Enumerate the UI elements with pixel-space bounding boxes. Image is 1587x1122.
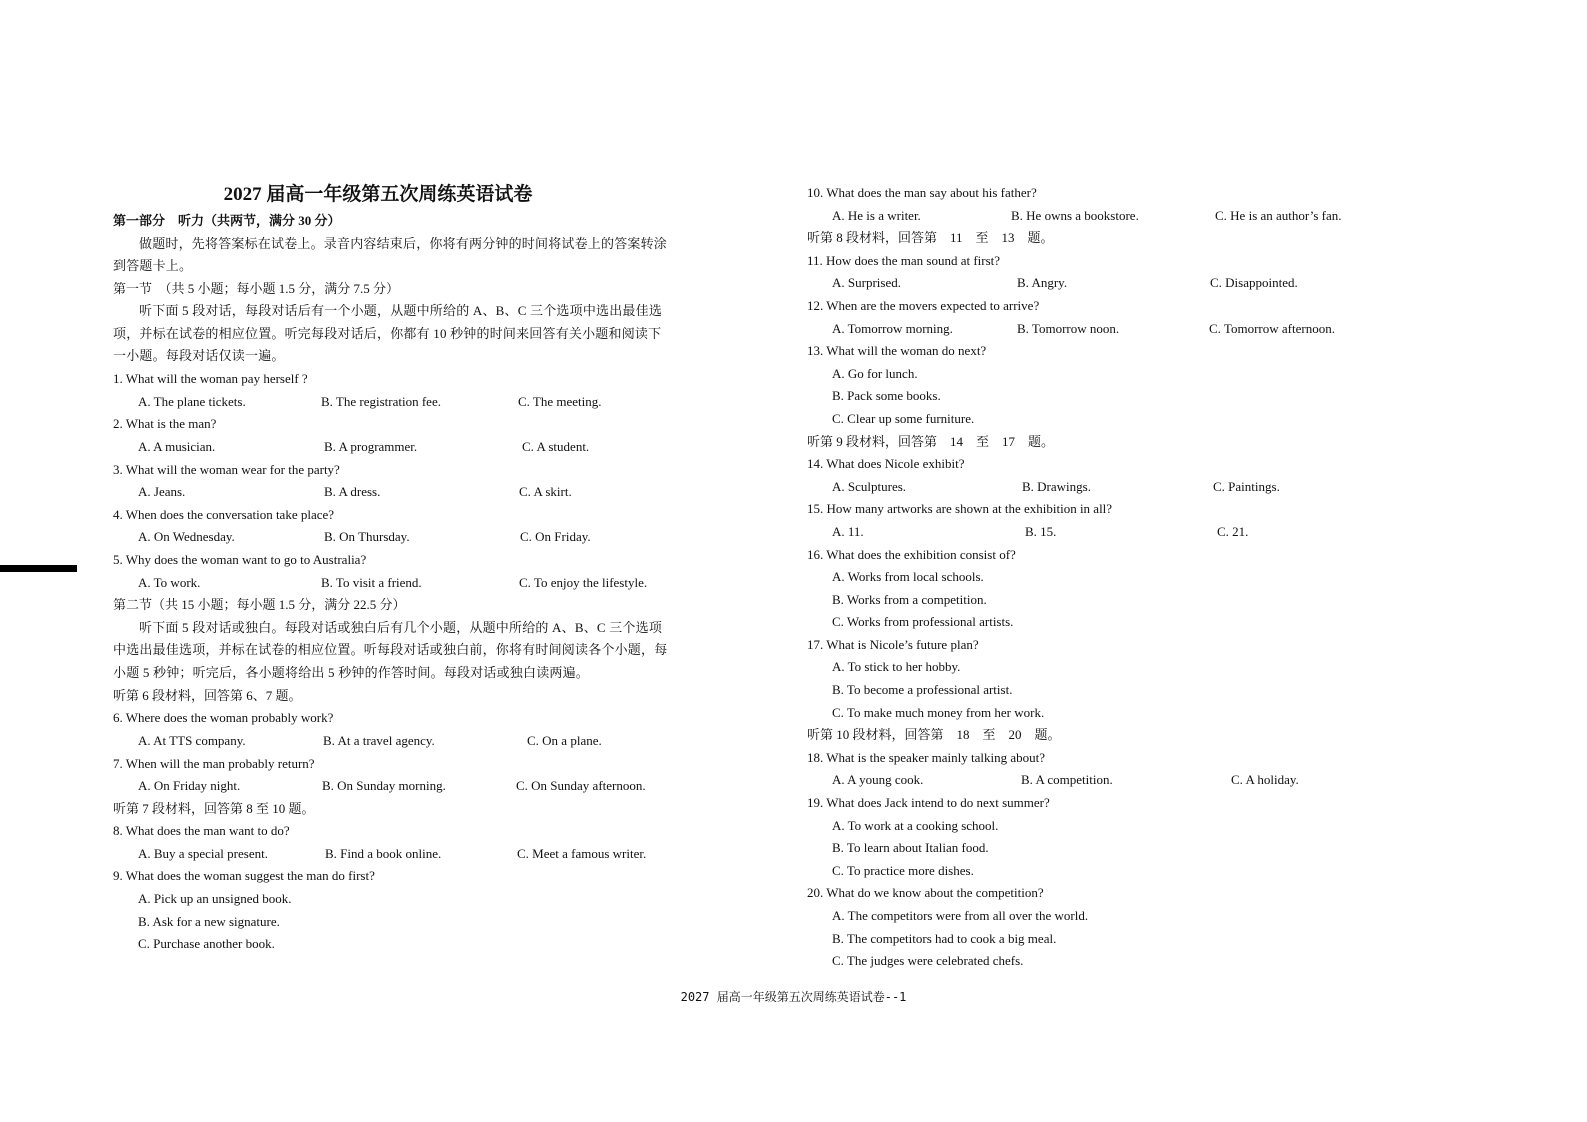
question-19: [807, 792, 1407, 882]
question-14: [807, 453, 1407, 498]
option-a: A. Go for lunch.: [832, 365, 918, 381]
options-row: [113, 730, 673, 753]
question-stem: 13. What will the woman do next?: [807, 343, 987, 359]
options-row: [807, 476, 1407, 499]
question-stem: 4. When does the conversation take place?: [113, 506, 335, 522]
option-c: C. On a plane.: [527, 732, 602, 748]
listen-material-9: 听第 9 段材料，回答第 14 至 17 题。: [807, 433, 1055, 449]
option-a: A. 11.: [832, 523, 864, 539]
option-c: C. A skirt.: [519, 484, 572, 500]
question-stem: 12. When are the movers expected to arrive?: [807, 297, 1040, 313]
section1-heading: 第一节 （共 5 小题；每小题 1.5 分，满分 7.5 分）: [113, 280, 400, 296]
option-b: B. Angry.: [1017, 275, 1068, 291]
option-a: A. Jeans.: [138, 484, 186, 500]
option-b: B. Pack some books.: [832, 388, 941, 404]
option-c: C. Works from professional artists.: [832, 614, 1014, 630]
option-b: B. A competition.: [1021, 772, 1113, 788]
options-row: [807, 205, 1407, 228]
options-row: [113, 572, 673, 595]
option-a: A. Surprised.: [832, 275, 901, 291]
option-a: A. To work at a cooking school.: [832, 817, 999, 833]
question-15: [807, 498, 1407, 543]
question-20: [807, 882, 1407, 972]
left-column: [113, 180, 673, 956]
option-a: A. He is a writer.: [832, 207, 921, 223]
options-row: [807, 272, 1407, 295]
question-stem: 1. What will the woman pay herself ?: [113, 371, 308, 387]
question-7: [113, 753, 673, 798]
option-b: B. Tomorrow noon.: [1017, 320, 1120, 336]
question-6: [113, 707, 673, 752]
option-a: A. Buy a special present.: [138, 845, 268, 861]
option-b: B. To become a professional artist.: [832, 682, 1013, 698]
question-13: [807, 340, 1407, 430]
question-stem: 11. How does the man sound at first?: [807, 252, 1001, 268]
option-a: A. The competitors were from all over the world.: [832, 908, 1089, 923]
question-12: [807, 295, 1407, 340]
option-b: B. A programmer.: [324, 438, 418, 454]
option-b: B. Works from a competition.: [832, 591, 987, 607]
question-17: [807, 634, 1407, 724]
option-c: C. Purchase another book.: [138, 936, 275, 952]
option-c: C. To enjoy the lifestyle.: [519, 574, 648, 590]
question-stem: 7. When will the man probably return?: [113, 755, 315, 771]
question-stem: 3. What will the woman wear for the party?: [113, 461, 340, 477]
options-row: [113, 526, 673, 549]
option-a: A. At TTS company.: [138, 732, 246, 748]
options-row: [807, 318, 1407, 341]
question-2: [113, 413, 673, 458]
intro-paragraph: 做题时，先将答案标在试卷上。录音内容结束后，你将有两分钟的时间将试卷上的答案转涂到答题卡上。: [113, 235, 668, 274]
option-a: A. On Wednesday.: [138, 529, 235, 545]
option-b: B. On Sunday morning.: [322, 778, 446, 794]
options-row: [113, 775, 673, 798]
option-a: A. The plane tickets.: [138, 393, 246, 409]
question-stem: 6. Where does the woman probably work?: [113, 710, 334, 726]
question-8: [113, 820, 673, 865]
option-c: C. Clear up some furniture.: [832, 410, 975, 426]
options-row: [113, 391, 673, 414]
option-a: A. To work.: [138, 574, 201, 590]
option-b: B. 15.: [1025, 523, 1057, 539]
option-b: B. Find a book online.: [325, 845, 442, 861]
option-c: C. He is an author’s fan.: [1215, 207, 1342, 223]
option-c: C. The judges were celebrated chefs.: [832, 953, 1024, 969]
option-c: C. The meeting.: [518, 393, 602, 409]
paper-title: 2027 届高一年级第五次周练英语试卷: [223, 184, 533, 205]
option-a: A. Sculptures.: [832, 478, 907, 494]
option-b: B. The competitors had to cook a big meal.: [832, 930, 1057, 946]
options-row: [113, 843, 673, 866]
option-c: C. Meet a famous writer.: [517, 845, 647, 861]
question-stem: 16. What does the exhibition consist of?: [807, 546, 1016, 562]
option-b: B. Ask for a new signature.: [138, 913, 280, 929]
option-a: A. A young cook.: [832, 772, 924, 788]
option-c: C. Tomorrow afternoon.: [1209, 320, 1335, 336]
section1-instructions: 听下面 5 段对话，每段对话后有一个小题，从题中所给的 A、B、C 三个选项中选出最佳选项，并标在试卷的相应位置。听完每段对话后，你都有 10 秒钟的时间来回答有关小题和阅读下一小题。每段对话仅读一遍。: [113, 303, 663, 364]
question-1: [113, 368, 673, 413]
options-row: [113, 436, 673, 459]
question-4: [113, 504, 673, 549]
option-a: A. Works from local schools.: [832, 569, 984, 585]
question-stem: 20. What do we know about the competition?: [807, 885, 1044, 901]
option-c: C. On Sunday afternoon.: [516, 778, 646, 794]
question-stem: 8. What does the man want to do?: [113, 823, 290, 839]
question-stem: 14. What does Nicole exhibit?: [807, 456, 965, 472]
question-stem: 10. What does the man say about his father?: [807, 185, 1037, 200]
question-stem: 9. What does the woman suggest the man do first?: [113, 868, 375, 884]
listen-material-8: 听第 8 段材料，回答第 11 至 13 题。: [807, 230, 1054, 246]
option-a: A. Pick up an unsigned book.: [138, 891, 292, 907]
option-b: B. To visit a friend.: [321, 574, 422, 590]
question-9: [113, 865, 673, 955]
option-c: C. 21.: [1217, 523, 1249, 539]
question-16: [807, 544, 1407, 634]
question-stem: 5. Why does the woman want to go to Australia?: [113, 551, 367, 567]
options-row: [807, 769, 1407, 792]
option-a: A. To stick to her hobby.: [832, 659, 961, 675]
question-stem: 18. What is the speaker mainly talking about?: [807, 749, 1046, 765]
listen-material-6: 听第 6 段材料，回答第 6、7 题。: [113, 687, 302, 703]
option-a: A. On Friday night.: [138, 778, 241, 794]
question-stem: 17. What is Nicole’s future plan?: [807, 636, 979, 652]
option-a: A. A musician.: [138, 438, 216, 454]
option-b: B. To learn about Italian food.: [832, 840, 989, 856]
section2-heading: 第二节（共 15 小题；每小题 1.5 分，满分 22.5 分）: [113, 597, 406, 613]
option-c: C. A holiday.: [1231, 772, 1299, 788]
page-footer: 2027 届高一年级第五次周练英语试卷--1: [680, 990, 907, 1004]
option-c: C. To practice more dishes.: [832, 862, 974, 878]
question-3: [113, 459, 673, 504]
option-c: C. To make much money from her work.: [832, 704, 1045, 720]
question-11: [807, 250, 1407, 295]
question-stem: 19. What does Jack intend to do next summer?: [807, 795, 1050, 811]
part1-heading: 第一部分 听力（共两节，满分 30 分）: [113, 213, 341, 228]
right-column: [807, 182, 1407, 973]
question-18: [807, 747, 1407, 792]
option-c: C. On Friday.: [520, 529, 591, 545]
question-stem: 2. What is the man?: [113, 416, 217, 432]
question-10: [807, 182, 1407, 227]
question-stem: 15. How many artworks are shown at the exhibition in all?: [807, 501, 1113, 517]
option-b: B. A dress.: [324, 484, 381, 500]
option-b: B. On Thursday.: [324, 529, 410, 545]
question-5: [113, 549, 673, 594]
listen-material-10: 听第 10 段材料，回答第 18 至 20 题。: [807, 727, 1061, 743]
listen-material-7: 听第 7 段材料，回答第 8 至 10 题。: [113, 800, 315, 816]
binding-margin-mark: [0, 565, 77, 572]
option-b: B. At a travel agency.: [323, 732, 435, 748]
option-a: A. Tomorrow morning.: [832, 320, 953, 336]
option-c: C. Disappointed.: [1210, 275, 1298, 291]
option-c: C. Paintings.: [1213, 478, 1280, 494]
option-b: B. He owns a bookstore.: [1011, 207, 1139, 223]
options-row: [807, 521, 1407, 544]
option-c: C. A student.: [522, 438, 590, 454]
option-b: B. The registration fee.: [321, 393, 441, 409]
option-b: B. Drawings.: [1022, 478, 1091, 494]
section2-instructions: 听下面 5 段对话或独白。每段对话或独白后有几个小题，从题中所给的 A、B、C 三个选项中选出最佳选项，并标在试卷的相应位置。听每段对话或独白前，你将有时间阅读各个小题，每小题 5 秒钟；听完后，各小题将给出 5 秒钟的作答时间。每段对话或独白读两遍。: [113, 619, 668, 680]
options-row: [113, 481, 673, 504]
